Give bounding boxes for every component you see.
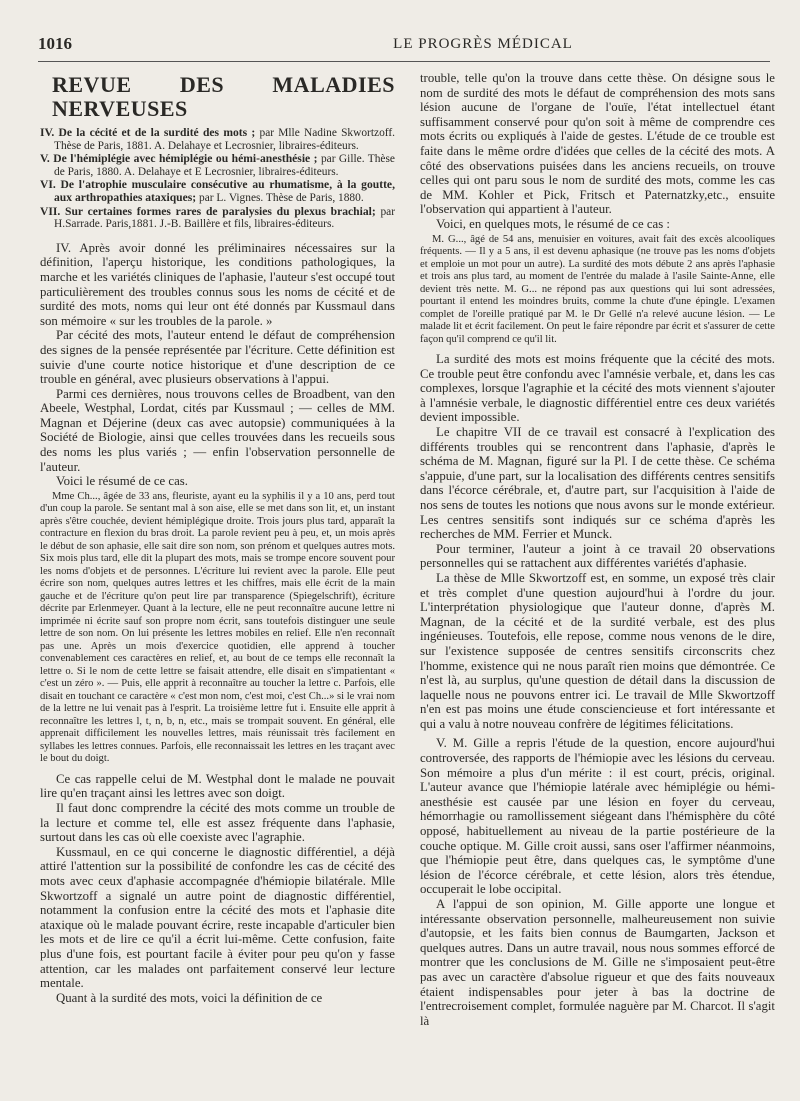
- review-num: V.: [40, 152, 50, 166]
- right-column: [420, 71, 775, 1028]
- paragraph: La thèse de Mlle Skwortzoff est, en somme, un exposé très clair et très complet d'une question aujourd'hui à l'ordre du jour. L'interprétation physiologique que l'auteur donne, d'après M. Magnan, de la cécité et de la surdité verbale, est des plus ingénieuses. Toutefois, elle repose, comme nous venons de le dire, sur l'existence supposée de centres sensitifs circonscrits chez l'homme, existence qui ne nous paraît rien moins que démontrée. Ce n'est là, au surplus, qu'une question de détail dans la discussion de laquelle nous ne pouvons entrer ici. Le travail de Mlle Skwortzoff n'en est pas moins une étude consciencieuse et fort intéressante et qui a valu à notre nouveau confrère de légitimes félicitations.: [420, 570, 775, 731]
- paragraph: V. M. Gille a repris l'étude de la question, encore aujourd'hui controversée, des rapports de l'hémiopie avec les lésions du cerveau. Son mémoire a plus d'un mérite : il est court, précis, original. L'auteur avance que l'hémiopie latérale avec hémiplégie ou hémi-anesthésie est causée par une lésion en foyer du cerveau, hémorrhagie ou ramollissement siégeant dans l'hémisphère du côté opposé, habituellement au niveau de la partie postérieure de la couche optique. M. Gille croit aussi, sans oser l'affirmer néanmoins, que l'hémiopie peut être, dans quelques cas, le symptôme d'une lésion de l'écorce cérébrale, et cette lésion, alors très étendue, occuperait le lobe occipital.: [420, 736, 775, 897]
- section-title: REVUE DES MALADIES NERVEUSES: [52, 72, 395, 121]
- review-entry-iv: [40, 127, 395, 152]
- review-num: IV.: [40, 126, 55, 139]
- header-rule: [38, 61, 770, 62]
- paragraph: Il faut donc comprendre la cécité des mots comme un trouble de la lecture et comme tel, elle est assez fréquente dans l'aphasie, surtout dans les cas où elle coexiste avec l'agraphie.: [40, 801, 395, 845]
- running-title: LE PROGRÈS MÉDICAL: [393, 36, 573, 52]
- review-title: De l'hémiplégie avec hémiplégie ou hémi-anesthésie ;: [53, 152, 318, 166]
- review-ref: par L. Vignes. Thèse de Paris, 1880.: [196, 191, 364, 204]
- review-list: [40, 127, 395, 231]
- paragraph: IV. Après avoir donné les préliminaires nécessaires sur la définition, l'aperçu historique, les conditions pathologiques, la marche et les variétés cliniques de l'aphasie, l'auteur s'est occupé tout particulièrement des troubles connus sous les noms de cécité et de surdité des mots, noms qui leur ont été donnés par Kussmaul dans son mémoire « sur les troubles de la parole. »: [40, 240, 395, 328]
- observation-text: Mme Ch..., âgée de 33 ans, fleuriste, ayant eu la syphilis il y a 10 ans, perd tout d'un coup la parole. Se sentant mal à son aise, elle se met dans son lit, et, un instant après s'être couchée, devient hémiplégique droite. Trois jours plus tard, apparaît la contracture en flexion du bras droit. La parole revient peu à peu, et, un mois après le début de son aphasie, elle sait dire son nom, son prénom et quelques autres mots. Six mois plus tard, elle dit la plupart des mots, mais se trompe encore souvent pour les noms d'objets et de personnes. L'écriture lui revient avec la parole. Elle peut écrire son nom, quelques autres lettres et les chiffres, mais elle écrit de la main gauche et de l'écriture qu'on peut lire par transparence (Spiegelschrift), écriture décrite par Erlenmeyer. Quant à la lecture, elle ne peut reconnaître aucune lettre ni imprimée ni écrite sauf son propre nom écrit, sans toutefois distinguer une seule lettre de son nom. On lui présente les lettres mobiles en relief. Elle n'en reconnaît pas une. Après un mois d'exercice quotidien, elle apprend à toucher convenablement ces caractères en relief, et, au bout de ce temps elle reconnaît la lettre o. Si le nom de cette lettre se faisait attendre, elle disait en s'impatientant « c'est un zéro ». — Puis, elle apprit à reconnaître au toucher la lettre c. Parfois, elle disait en touchant ce caractère « c'est mon nom, c'est moi, c'est Ch...» si le vrai nom de la lettre ne lui venait pas à l'esprit. La troisième lettre fut i. Ensuite elle apprit à reconnaître les lettres l, t, n, b, n, etc., mais se trompait souvent. En général, elle apprenait difficilement les nouvelles lettres, mais réunissait très facilement en syllabes les lettres connues. Parfois, elle reconnaissait les lettres en les traçant avec le bout du doigt.: [40, 490, 395, 765]
- review-num: VII.: [40, 204, 61, 218]
- case-observation: [40, 491, 395, 766]
- review-title: Sur certaines formes rares de paralysies du plexus brachial;: [65, 204, 376, 218]
- paragraph: trouble, telle qu'on la trouve dans cette thèse. On désigne sous le nom de surdité des mots le défaut de compréhension des mots sans lésion aucune de l'organe de l'ouïe, l'état intellectuel étant suffisamment conservé pour qu'on soit à même de comprendre ces mots écrits ou expliqués à l'aide de gestes. L'étude de ce trouble est faite dans le même ordre d'idées que celles de la cécité des mots. A côté des observations puisées dans les anciens recueils, on trouve celles qui ont paru sous le nom de surdité des mots, comme les cas de MM. Kohler et Pick, Fritsch et Paternatzky,etc., ensuite l'observation qui appartient à l'auteur.: [420, 71, 775, 217]
- review-num: VI.: [40, 178, 56, 192]
- page-header: [38, 34, 768, 56]
- left-column: [40, 70, 395, 1005]
- review-ref: par Gille. Thèse de Paris, 1880. A. Delahaye et E Lecrosnier, libraires-éditeurs.: [54, 153, 395, 178]
- review-entry-vii: [40, 206, 395, 231]
- observation-text: M. G..., âgé de 54 ans, menuisier en voitures, avait fait des excès alcooliques fréquents. — Il y a 5 ans, il est devenu aphasique (ne trouve pas les noms d'objets et emploie un mot pour un autre). La surdité des mots débute 2 ans après l'aphasie et trois ans plus tard, au moment de l'entrée du malade à l'asile Sainte-Anne, elle devient très nette. M. G... ne répond pas aux questions qui lui sont adressées, pourtant il entend les moindres bruits, comme la chute d'une épingle. L'examen complet de l'oreille pratiqué par M. le Dr Gellé n'a relevé aucune lésion. — Le malade lit et écrit facilement. On peut le faire répondre par écrit et s'assurer de cette façon qu'il comprend ce qu'il lit.: [420, 233, 775, 345]
- case-observation: [420, 234, 775, 347]
- paragraph: A l'appui de son opinion, M. Gille apporte une longue et intéressante observation personnelle, malheureusement non suivie d'autopsie, et les faits bien connus de Baumgarten, Jackson et quelques autres. Dans un autre travail, nous nous sommes efforcé de montrer que les conclusions de M. Gille ne s'imposaient peut-être pas avec un caractère d'absolue rigueur et que des faits nouveaux étaient indispensables pour jeter à bas la doctrine de l'entrecroisement complet, formulée naguère par M. Charcot. Il s'agit là: [420, 897, 775, 1028]
- paragraph: La surdité des mots est moins fréquente que la cécité des mots. Ce trouble peut être confondu avec l'amnésie verbale, et, dans les cas complexes, lorsque l'agraphie et la cécité des mots viennent s'ajouter à l'amnésie verbale, le diagnostic différentiel entre ces deux variétés devient impossible.: [420, 352, 775, 425]
- paragraph: Kussmaul, en ce qui concerne le diagnostic différentiel, a déjà attiré l'attention sur la possibilité de confondre les cas de cécité des mots avec ceux d'aphasie accompagnée d'hémiopie bilatérale. Mlle Skwortzoff a signalé un autre point de diagnostic différentiel, notamment la confusion entre la cécité des mots et l'aphasie dite ataxique où le malade pouvant écrire, reste incapable d'articuler bien les mots et de lire ce qu'il a écrit lui-même. Cette confusion, faite plus d'une fois, est pourtant facile à éviter pour peu qu'on y fasse attention, car les malades ont parfaitement conservé leur lecture mentale.: [40, 844, 395, 991]
- paragraph: Par cécité des mots, l'auteur entend le défaut de compréhension des signes de la pensée représentée par l'écriture. Cette définition est suivie d'une courte notice historique et d'une description de ce trouble en général, avec plusieurs observations à l'appui.: [40, 328, 395, 387]
- paragraph: Parmi ces dernières, nous trouvons celles de Broadbent, van den Abeele, Westphal, Lordat, cités par Kussmaul ; — celles de MM. Magnan et Déjerine (deux cas avec autopsie) communiquées à la Société de Biologie, ainsi que celles trouvées dans les recueils sous des noms les plus variés ; — enfin l'observation personnelle de l'auteur.: [40, 386, 395, 474]
- paragraph: Ce cas rappelle celui de M. Westphal dont le malade ne pouvait lire qu'en traçant ainsi les lettres avec son doigt.: [40, 771, 395, 801]
- review-title: De la cécité et de la surdité des mots ;: [58, 126, 256, 139]
- paragraph: Le chapitre VII de ce travail est consacré à l'explication des différents troubles qui se rencontrent dans l'aphasie, d'après le schéma de M. Magnan, figuré sur la Pl. I de cette thèse. Ce schéma s'appuie, d'une part, sur la localisation des différents centres sensitifs dans l'écorce cérébrale, et, d'autre part, sur l'acquisition à l'aide de nos sens de toutes les notions que nous avons sur le monde extérieur. Les centres sensitifs sont indiqués sur ce schéma d'après les recherches de MM. Ferrier et Munck.: [420, 425, 775, 542]
- review-ref: par Mlle Nadine Skwortzoff. Thèse de Paris, 1881. A. Delahaye et Lecrosnier, libraires-éditeurs.: [54, 127, 395, 152]
- paragraph: Quant à la surdité des mots, voici la définition de ce: [56, 990, 323, 1005]
- paragraph: Voici le résumé de ce cas.: [56, 474, 188, 489]
- review-entry-vi: [40, 179, 395, 204]
- review-entry-v: [40, 153, 395, 178]
- page-number: 1016: [38, 34, 72, 53]
- paragraph: Voici, en quelques mots, le résumé de ce cas :: [436, 216, 670, 231]
- review-ref: par H.Sarrade. Paris,1881. J.-B. Baillère et fils, libraires-éditeurs.: [54, 205, 395, 231]
- paragraph: Pour terminer, l'auteur a joint à ce travail 20 observations personnelles qui se rattachent aux différentes variétés d'aphasie.: [420, 541, 775, 571]
- review-title: De l'atrophie musculaire consécutive au rhumatisme, à la goutte, aux arthropathies ataxiques;: [54, 178, 395, 204]
